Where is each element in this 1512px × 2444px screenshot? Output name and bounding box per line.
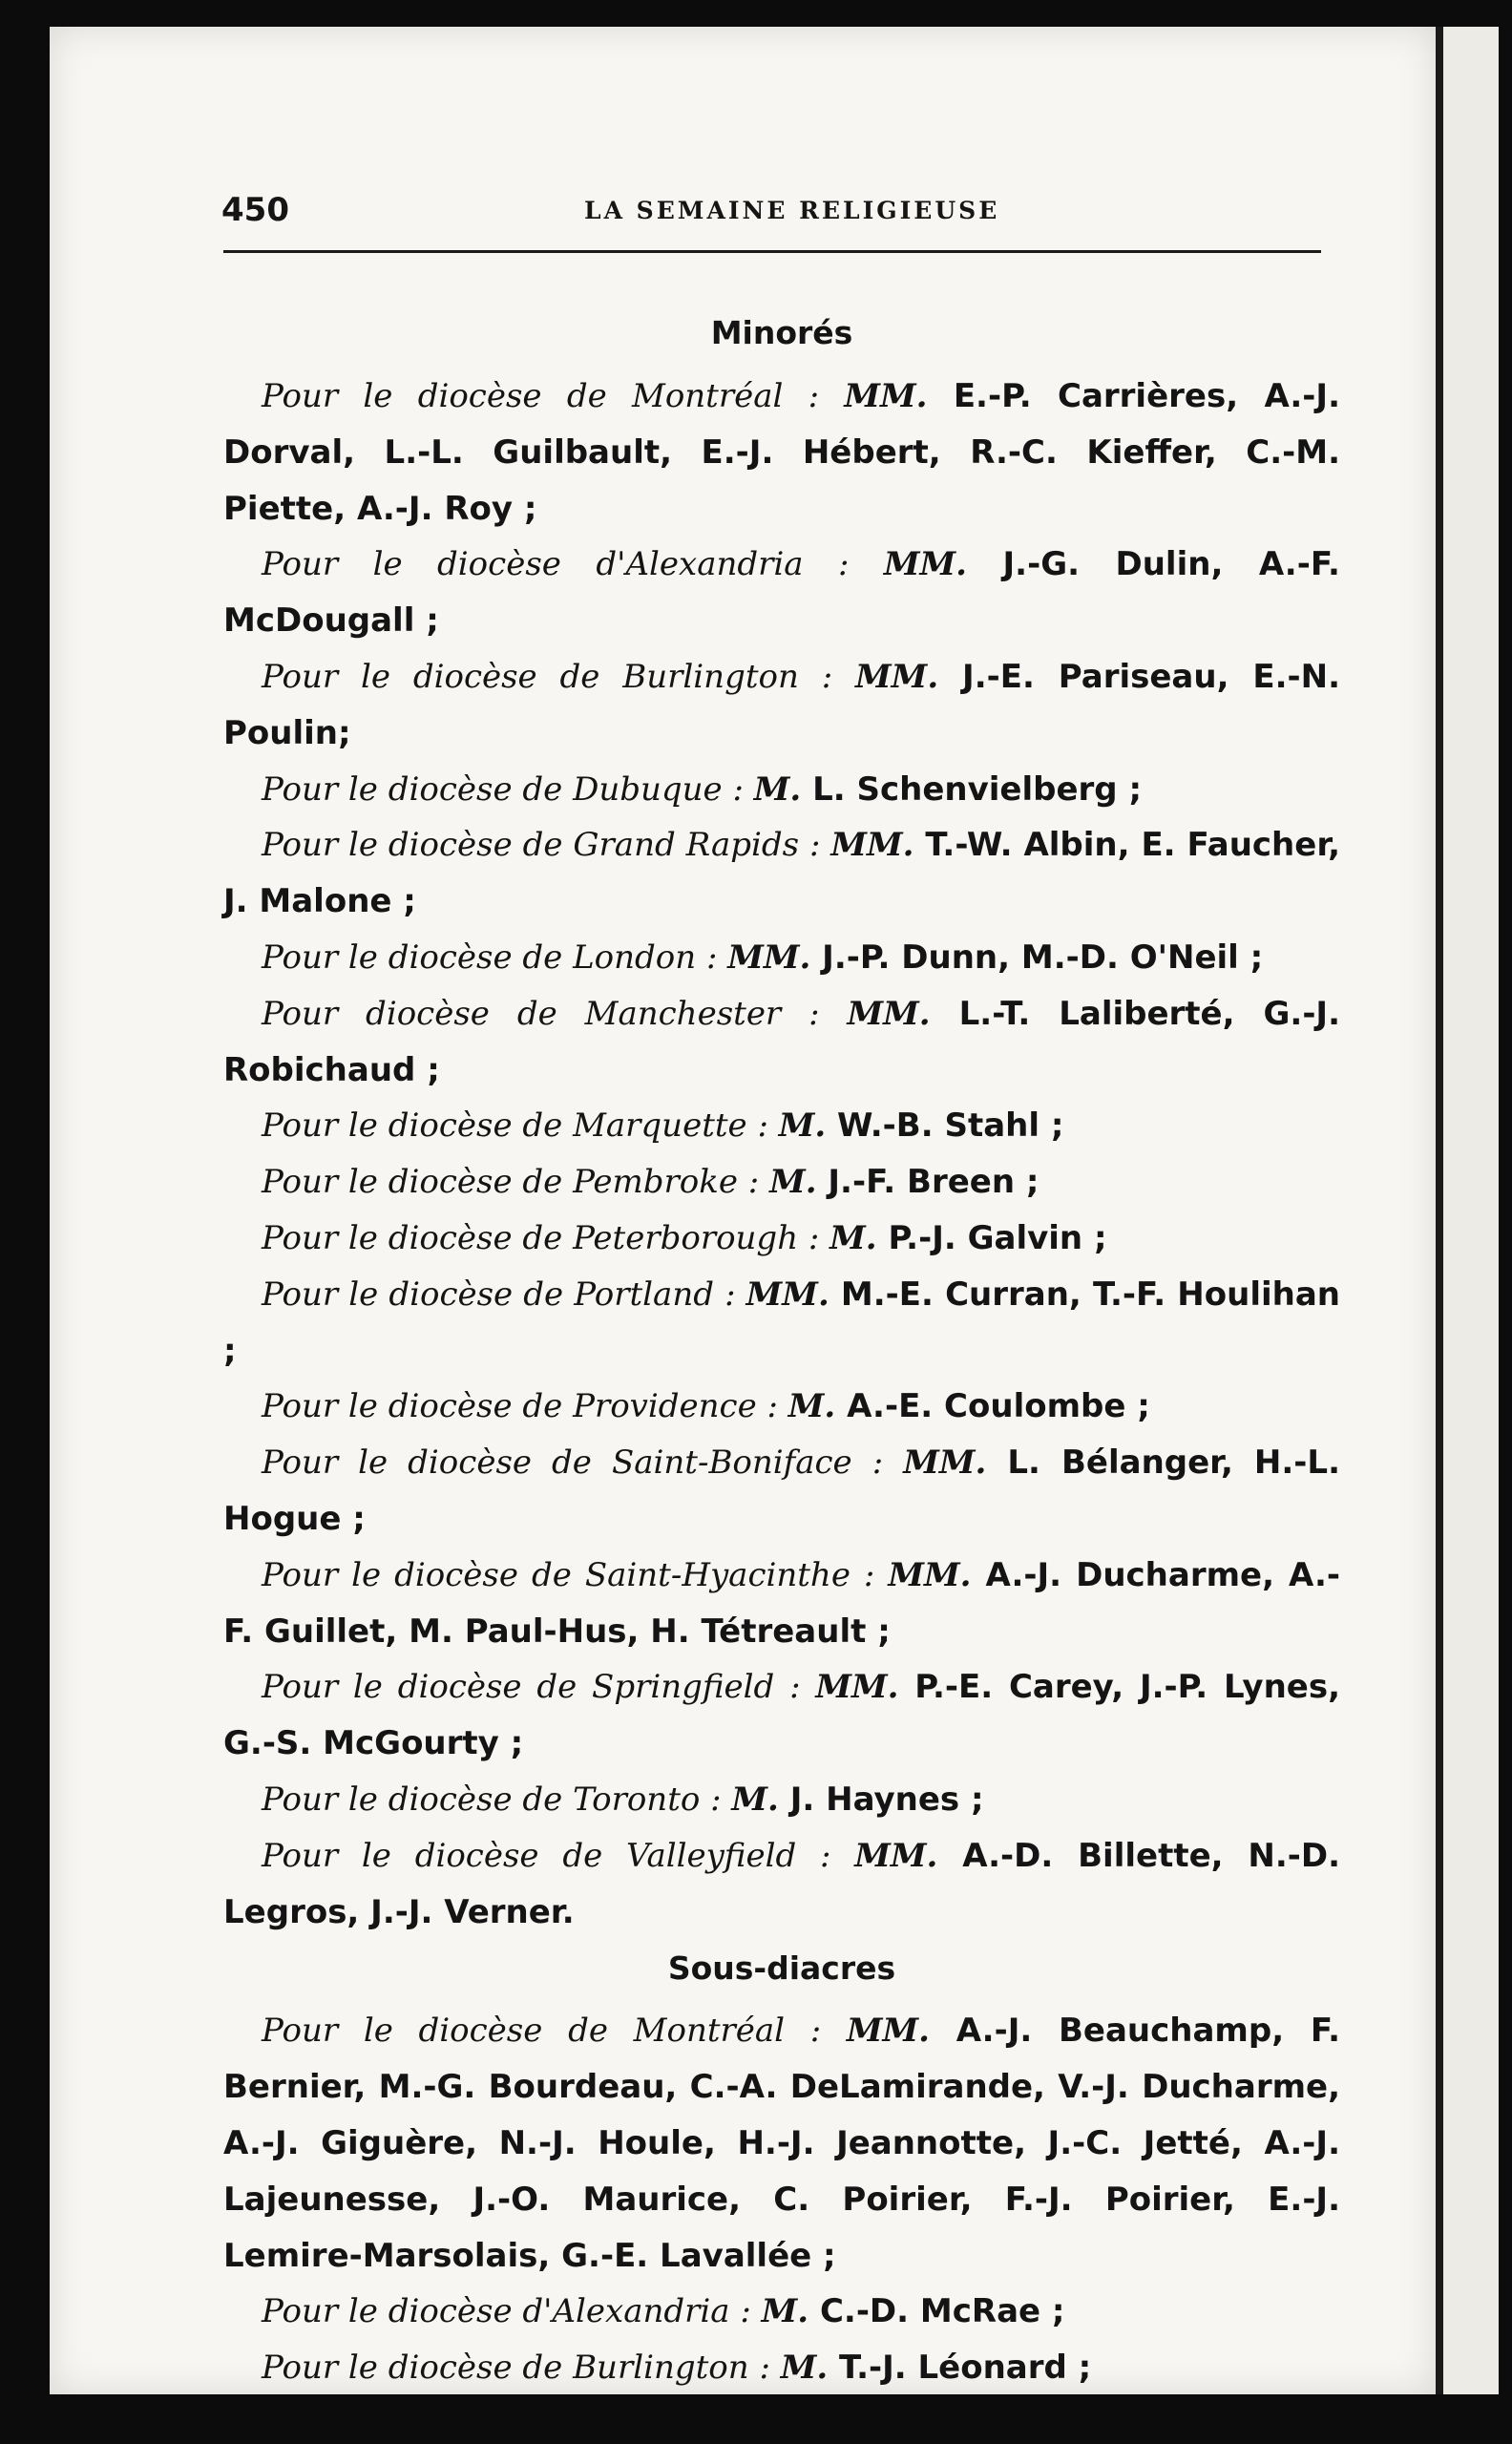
- names-list: P.-E. Carey, J.-P. Lynes, G.-S. McGourty ;: [223, 1668, 1340, 1763]
- ordination-entry: [223, 1098, 1340, 1154]
- diocese-label: Pour le diocèse de Saint-Hyacinthe :: [262, 1555, 889, 1594]
- honorific: MM.: [847, 994, 931, 1033]
- facing-page-edge: [1443, 27, 1499, 2394]
- ordination-entry: [223, 817, 1340, 930]
- honorific: MM.: [888, 1555, 972, 1594]
- honorific: MM.: [727, 938, 811, 977]
- ordination-entry: [223, 1659, 1340, 1772]
- diocese-label: Pour le diocèse de Grand Rapids :: [262, 826, 831, 865]
- names-list: E.-P. Carrières, A.-J. Dorval, L.-L. Guilbault, E.-J. Hébert, R.-C. Kieffer, C.-M. Piette, A.-J. Roy ;: [223, 377, 1340, 528]
- diocese-label: Pour le diocèse d'Alexandria :: [262, 2292, 762, 2331]
- diocese-label: Pour le diocèse de London :: [262, 938, 728, 977]
- ordination-entry: [223, 762, 1340, 818]
- page-header: [221, 191, 1321, 248]
- names-list: L. Bélanger, H.-L. Hogue ;: [223, 1443, 1340, 1538]
- diocese-label: Pour le diocèse de Peterborough :: [262, 1218, 830, 1257]
- ordination-entry: [223, 2284, 1340, 2340]
- ordination-entry: [223, 1379, 1340, 1435]
- diocese-label: Pour le diocèse de Burlington :: [262, 2349, 781, 2388]
- ordination-entry: [223, 1772, 1340, 1828]
- names-list: W.-B. Stahl ;: [826, 1106, 1064, 1146]
- honorific: M.: [753, 769, 802, 809]
- diocese-label: Pour le diocèse de Toronto :: [262, 1780, 732, 1819]
- diocese-label: Pour le diocèse de Montréal :: [262, 2012, 847, 2051]
- page-number: 450: [221, 191, 289, 229]
- page-gutter: [1436, 27, 1443, 2394]
- diocese-label: Pour le diocèse de Dubuque :: [262, 769, 754, 809]
- diocese-label: Pour le diocèse de Valleyfield :: [262, 1836, 855, 1875]
- names-list: L.-T. Laliberté, G.-J. Robichaud ;: [223, 994, 1340, 1089]
- names-list: J.-P. Dunn, M.-D. O'Neil ;: [810, 938, 1264, 977]
- names-list: A.-E. Coulombe ;: [835, 1387, 1150, 1426]
- names-list: T.-W. Albin, E. Faucher, J. Malone ;: [223, 826, 1340, 921]
- diocese-label: Pour le diocèse de Burlington :: [262, 657, 856, 696]
- ordination-entry: [223, 2003, 1340, 2284]
- names-list: J.-G. Dulin, A.-F. McDougall ;: [223, 545, 1340, 641]
- ordination-entry: [223, 537, 1340, 649]
- ordination-entry: [223, 930, 1340, 986]
- diocese-label: Pour le diocèse de Saint-Boniface :: [262, 1443, 904, 1483]
- ordination-entry: [223, 649, 1340, 762]
- honorific: M.: [761, 2292, 809, 2331]
- honorific: M.: [778, 1106, 827, 1146]
- sections: [223, 304, 1340, 2396]
- honorific: M.: [780, 2349, 829, 2388]
- ordination-entry: [223, 1267, 1340, 1380]
- honorific: MM.: [830, 826, 914, 865]
- honorific: M.: [788, 1387, 836, 1426]
- names-list: C.-D. McRae ;: [808, 2292, 1065, 2331]
- names-list: J.-E. Pariseau, E.-N. Poulin;: [223, 657, 1341, 752]
- names-list: A.-J. Beauchamp, F. Bernier, M.-G. Bourdeau, C.-A. DeLamirande, V.-J. Ducharme, A.-J. Giguère, N.-J. Houle, H.-J. Jeannotte, J.-C. Jetté, A.-J. Lajeunesse, J.-O. Maurice, C. Poirier, F.-J. Poirier, E.-J. Lemire-Marsolais, G.-E. Lavallée ;: [223, 2012, 1340, 2275]
- honorific: MM.: [854, 1836, 938, 1875]
- page-body: [223, 304, 1340, 2396]
- honorific: MM.: [903, 1443, 987, 1483]
- ordination-entry: [223, 1435, 1340, 1548]
- names-list: A.-J. Ducharme, A.-F. Guillet, M. Paul-Hus, H. Tétreault ;: [223, 1555, 1340, 1651]
- diocese-label: Pour diocèse de Manchester :: [262, 994, 848, 1033]
- ordination-entry: [223, 1154, 1340, 1211]
- honorific: M.: [731, 1780, 779, 1819]
- honorific: MM.: [746, 1275, 830, 1314]
- section-title: Sous-diacres: [667, 1949, 896, 1988]
- names-list: P.-J. Galvin ;: [876, 1218, 1107, 1257]
- honorific: MM.: [855, 657, 939, 696]
- names-list: J.-F. Breen ;: [816, 1163, 1040, 1202]
- diocese-label: Pour le diocèse de Marquette :: [262, 1106, 779, 1146]
- section-title: Minorés: [710, 314, 853, 351]
- header-rule: [223, 250, 1321, 253]
- ordination-entry: [223, 2340, 1340, 2396]
- names-list: M.-E. Curran, T.-F. Houlihan ;: [223, 1275, 1340, 1370]
- ordination-entry: [223, 369, 1340, 537]
- diocese-label: Pour le diocèse de Portland :: [262, 1275, 746, 1314]
- diocese-label: Pour le diocèse de Providence :: [262, 1387, 788, 1426]
- names-list: T.-J. Léonard ;: [828, 2349, 1092, 2388]
- ordination-entry: [223, 1548, 1340, 1660]
- diocese-label: Pour le diocèse d'Alexandria :: [262, 545, 884, 584]
- names-list: L. Schenvielberg ;: [801, 769, 1143, 809]
- honorific: M.: [830, 1218, 877, 1257]
- names-list: A.-D. Billette, N.-D. Legros, J.-J. Verner.: [223, 1836, 1340, 1931]
- diocese-label: Pour le diocèse de Montréal :: [262, 377, 845, 415]
- diocese-label: Pour le diocèse de Pembroke :: [262, 1163, 770, 1202]
- honorific: M.: [769, 1163, 817, 1202]
- ordination-entry: [223, 1828, 1340, 1941]
- ordination-entry: [223, 986, 1340, 1099]
- running-head: LA SEMAINE RELIGIEUSE: [584, 197, 1000, 224]
- honorific: MM.: [844, 377, 928, 415]
- honorific: MM.: [815, 1668, 899, 1707]
- honorific: MM.: [846, 2012, 930, 2051]
- diocese-label: Pour le diocèse de Springfield :: [262, 1668, 816, 1707]
- ordination-entry: [223, 1211, 1340, 1267]
- honorific: MM.: [883, 545, 968, 584]
- names-list: J. Haynes ;: [778, 1780, 984, 1819]
